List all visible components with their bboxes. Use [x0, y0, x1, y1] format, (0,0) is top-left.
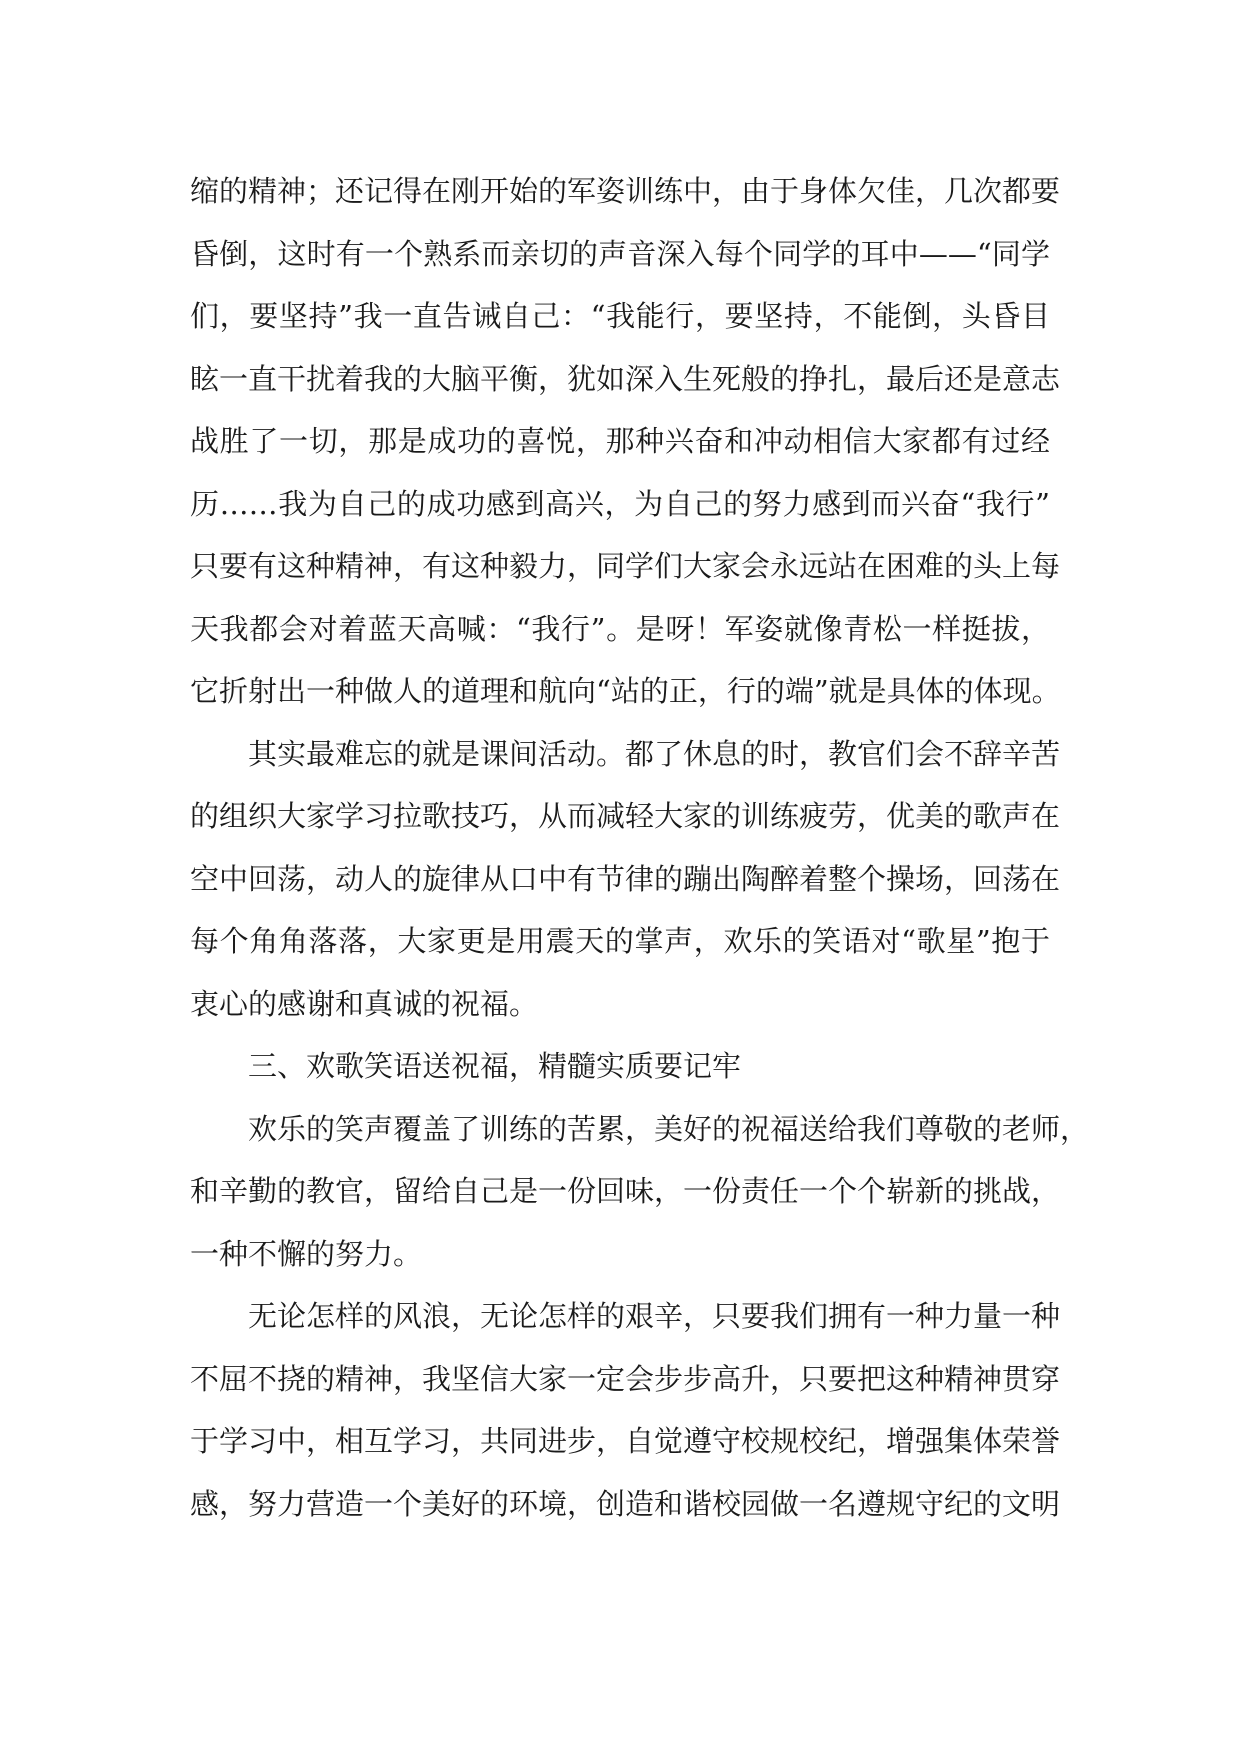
text-line: 们，要坚持”我一直告诫自己：“我能行，要坚持，不能倒，头昏目 [190, 299, 1050, 333]
text-line: 缩的精神；还记得在刚开始的军姿训练中，由于身体欠佳，几次都要 [190, 174, 1061, 208]
paragraph-start-line: 无论怎样的风浪，无论怎样的艰辛，只要我们拥有一种力量一种 [248, 1299, 1061, 1333]
text-line: 衷心的感谢和真诚的祝福。 [190, 986, 539, 1021]
text-line: 昏倒，这时有一个熟系而亲切的声音深入每个同学的耳中——“同学 [190, 236, 1050, 271]
text-line: 每个角角落落，大家更是用震天的掌声，欢乐的笑语对“歌星”抱于 [190, 924, 1050, 958]
text-line: 的组织大家学习拉歌技巧，从而减轻大家的训练疲劳，优美的歌声在 [190, 799, 1061, 833]
body-text [190, 160, 1090, 1535]
section-heading: 三、欢歌笑语送祝福，精髓实质要记牢 [248, 1049, 742, 1083]
text-line: 战胜了一切，那是成功的喜悦，那种兴奋和冲动相信大家都有过经 [190, 424, 1050, 458]
paragraph-start-line: 其实最难忘的就是课间活动。都了休息的时，教官们会不辞辛苦 [248, 736, 1061, 771]
text-line: 历……我为自己的成功感到高兴，为自己的努力感到而兴奋“我行” [190, 486, 1050, 521]
text-line: 一种不懈的努力。 [190, 1236, 423, 1271]
text-line: 眩一直干扰着我的大脑平衡，犹如深入生死般的挣扎，最后还是意志 [190, 361, 1061, 396]
text-line: 它折射出一种做人的道理和航向“站的正，行的端”就是具体的体现。 [190, 674, 1061, 708]
text-line: 于学习中，相互学习，共同进步，自觉遵守校规校纪，增强集体荣誉 [190, 1424, 1061, 1458]
text-line: 和辛勤的教官，留给自己是一份回味，一份责任一个个崭新的挑战， [190, 1174, 1061, 1208]
paragraph-start-line: 欢乐的笑声覆盖了训练的苦累，美好的祝福送给我们尊敬的老师， [248, 1111, 1090, 1146]
text-line: 不屈不挠的精神，我坚信大家一定会步步高升，只要把这种精神贯穿 [190, 1361, 1061, 1396]
text-line: 天我都会对着蓝天高喊：“我行”。是呀！军姿就像青松一样挺拔， [190, 611, 1050, 646]
text-line: 感，努力营造一个美好的环境，创造和谐校园做一名遵规守纪的文明 [190, 1486, 1061, 1521]
text-line: 空中回荡，动人的旋律从口中有节律的蹦出陶醉着整个操场，回荡在 [190, 861, 1061, 896]
text-line: 只要有这种精神，有这种毅力，同学们大家会永远站在困难的头上每 [190, 549, 1061, 583]
